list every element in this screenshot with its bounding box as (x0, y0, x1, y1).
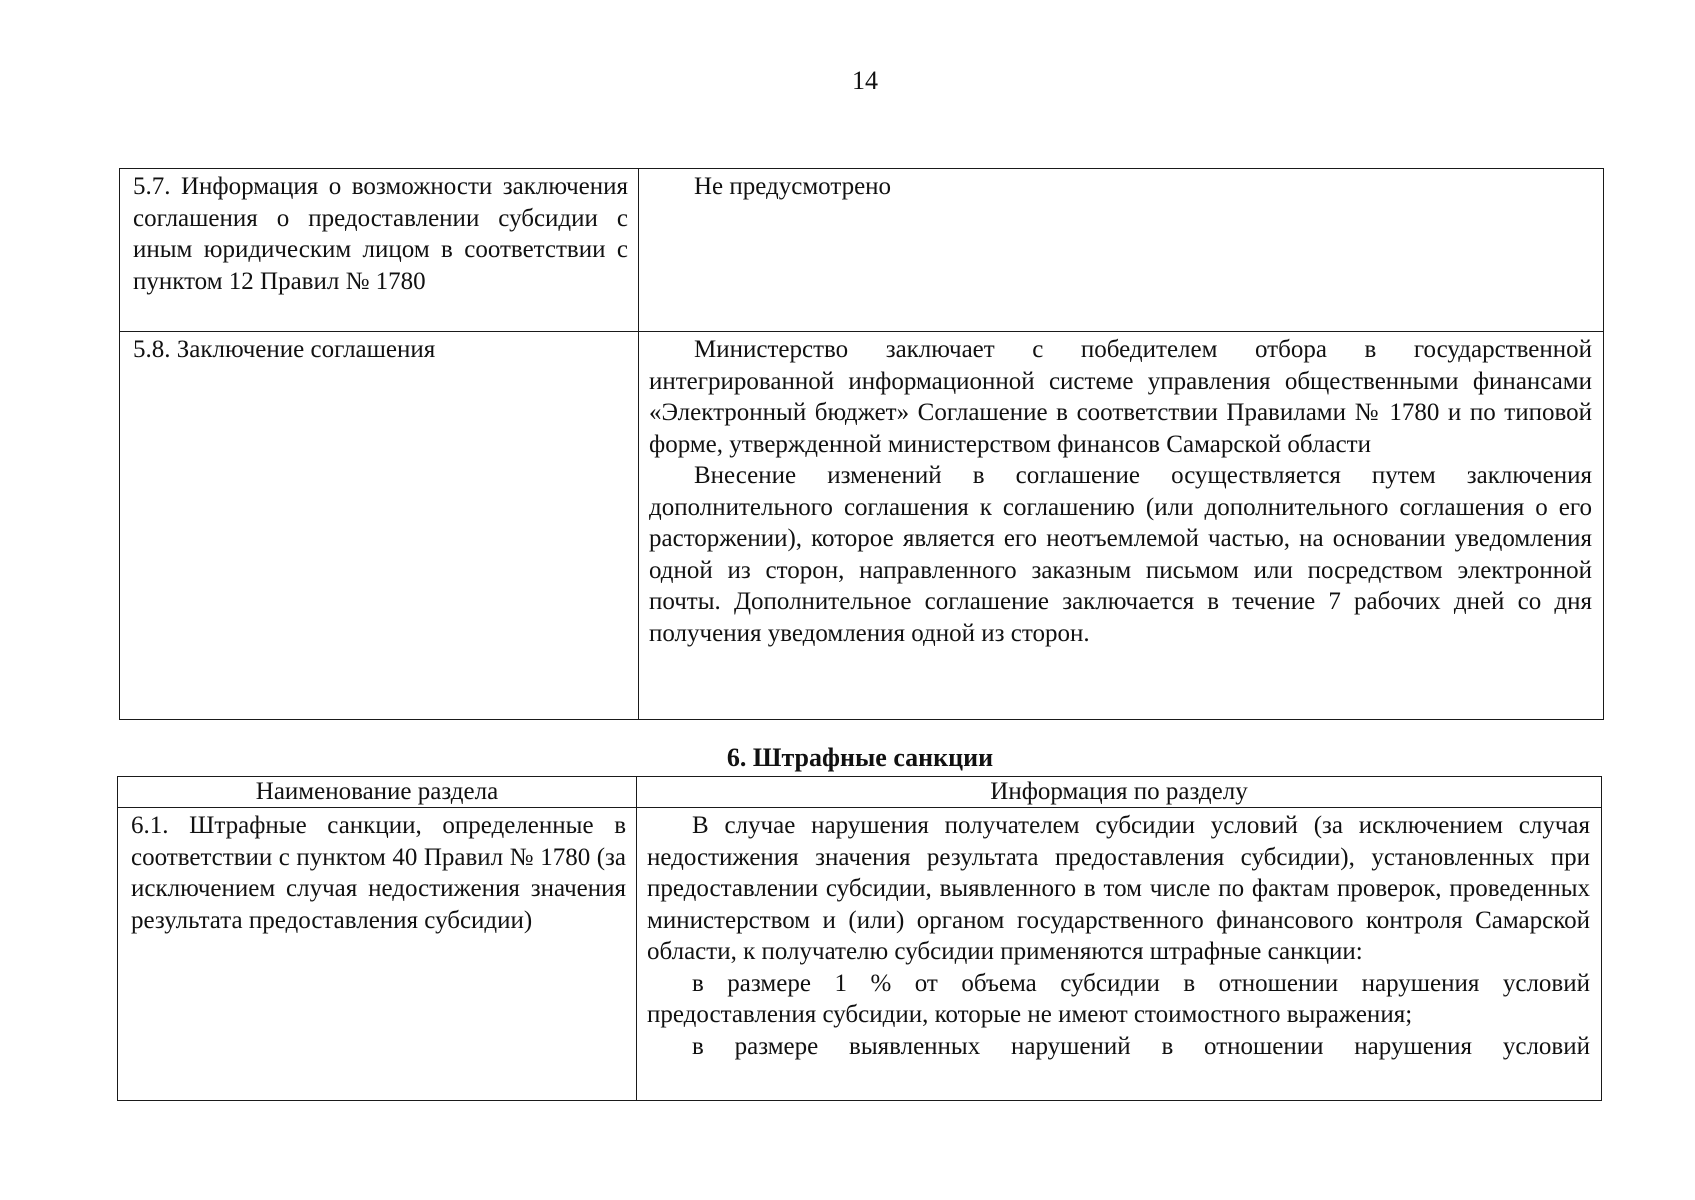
row-5-7-title: 5.7. Информация о возможности заключения соглашения о предоставлении субсидии с иным юридическим лицом в соответствии с пунктом 12 Правил № 1780 (120, 169, 639, 332)
page-number: 14 (852, 66, 878, 95)
row-6-1-paragraph-2: в размере 1 % от объема субсидии в отношении нарушения условий предоставления субсидии, которые не имеют стоимостного выражения; (647, 969, 1590, 1028)
penalties-table (117, 776, 1602, 1101)
table-header-row (118, 777, 1602, 808)
row-5-8-info (639, 332, 1604, 720)
agreement-table (119, 168, 1604, 720)
table-row (120, 169, 1604, 332)
table-row (120, 332, 1604, 720)
row-5-7-paragraph: Не предусмотрено (694, 173, 892, 200)
row-6-1-paragraph-3: в размере выявленных нарушений в отношении нарушения условий (692, 1032, 1590, 1060)
row-5-8-paragraph-1: Министерство заключает с победителем отбора в государственной интегрированной информационной системе управления общественными финансами «Электронный бюджет» Соглашение в соответствии Правилами № 1780 и по типовой форме, утвержденной министерством финансов Самарской области (649, 336, 1592, 458)
row-6-1-title: 6.1. Штрафные санкции, определенные в соответствии с пунктом 40 Правил № 1780 (за исключением случая недостижения значения результата предоставления субсидии) (118, 808, 637, 1101)
table-row (118, 808, 1602, 1101)
row-5-8-paragraph-2: Внесение изменений в соглашение осуществляется путем заключения дополнительного соглашения к соглашению (или дополнительного соглашения о его расторжении), которое является его неотъемлемой частью, на основании уведомления одной из сторон, направленного заказным письмом или посредством электронной почты. Дополнительное соглашение заключается в течение 7 рабочих дней со дня получения уведомления одной из сторон. (649, 462, 1592, 647)
row-6-1-paragraph-1: В случае нарушения получателем субсидии условий (за исключением случая недостижения значения результата предоставления субсидии), установленных при предоставлении субсидии, выявленного в том числе по фактам проверок, проведенных министерством и (или) органом государственного финансового контроля Самарской области, к получателю субсидии применяются штрафные санкции: (647, 812, 1590, 965)
row-5-8-title: 5.8. Заключение соглашения (120, 332, 639, 720)
column-header-section-name: Наименование раздела (118, 777, 637, 808)
column-header-section-info: Информация по разделу (637, 777, 1602, 808)
row-6-1-content (647, 810, 1590, 1098)
section-6-title: 6. Штрафные санкции (726, 743, 994, 772)
row-6-1-info (637, 808, 1602, 1101)
row-5-7-info (639, 169, 1604, 332)
